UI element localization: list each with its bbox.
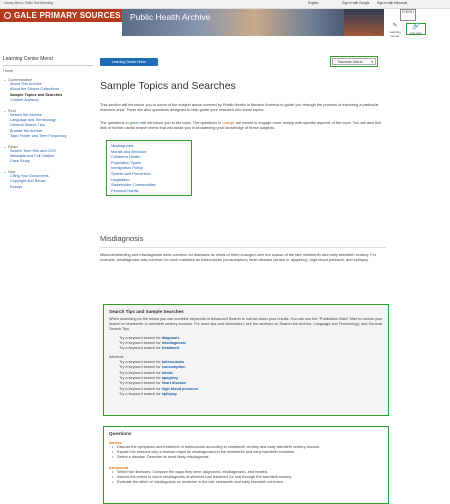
info-icon: ⓘ — [371, 23, 378, 29]
topic-link[interactable]: Population Types — [111, 159, 141, 165]
sidebar-item-content-advisory[interactable]: Content Advisory — [10, 98, 39, 103]
gale-brand-logo[interactable] — [0, 9, 122, 22]
novice-question: • Select a disease. Describe its most likely misdiagnosis. — [117, 455, 383, 460]
keyword-suggestion — [119, 392, 383, 397]
translate-highlight — [330, 56, 378, 67]
translate-label: Translate Article — [337, 60, 363, 64]
questions-heading: Questions — [109, 431, 132, 436]
chevron-down-icon: ⌄ — [3, 143, 7, 149]
section-divider — [100, 247, 386, 248]
novice-question: • Explain the reasons why a disease might be misdiagnosed in the nineteenth and early twentieth centuries. — [117, 450, 383, 455]
intro-paragraph: This section will introduce you to some of the subject areas covered by Public Health in Modern America to guide you through the process of exploring a particular research area. There are also questions designed to help guide your research into these topics. — [100, 102, 379, 113]
sidebar-title: Learning Center Menu — [3, 56, 93, 66]
sidebar-section-label: Use — [8, 168, 16, 174]
link-icon: 🔗 — [412, 24, 420, 30]
keyword-link[interactable]: tuberculosis — [161, 359, 185, 364]
get-link-label: Get Link — [410, 31, 422, 35]
novice-question: • Discuss the symptoms and treatment of tuberculosis according to nineteenth century and early twentieth century doctors. — [117, 445, 383, 450]
about-tool-button[interactable] — [365, 23, 385, 35]
intro-text: will introduce you to the topic. The questions in — [139, 120, 223, 125]
topic-link[interactable]: Misdiagnosis — [111, 143, 134, 148]
topic-link[interactable]: Morals and Behavior — [111, 148, 147, 154]
page-title: Sample Topics and Searches — [100, 80, 236, 92]
keyword-prefix: Try a keyword search for — [119, 365, 162, 370]
keyword-link[interactable]: high blood pressure — [161, 386, 199, 391]
keyword-prefix: Try a keyword search for — [119, 386, 162, 391]
about-label: About — [371, 30, 379, 34]
keyword-prefix: Try a keyword search for — [119, 335, 162, 340]
learning-center-icon: ✎ — [392, 23, 398, 29]
keyword-link[interactable]: consumption — [161, 365, 186, 370]
advanced-question: • Select two illnesses. Compare the ways they were diagnosed, misdiagnosed, and treated. — [117, 470, 383, 475]
omni-logo[interactable]: G M N I — [400, 9, 416, 21]
intro-text: are meant to engage more deeply with specific aspects of the topic. You will also find lists of further useful search terms that will assist you in broadening your knowledge of these subjects. — [100, 120, 382, 131]
misdiagnosis-paragraph: Misunderstanding and misdiagnosis were common for diseases as views of them changed over the course of the late nineteenth and early twentieth century. For example, misdiagnosis was common for such maladies as tuberculosis (consumption) heart disease (stroke or apoplexy), high blood pressure, and epilepsy. — [100, 252, 377, 263]
header-banner — [0, 9, 450, 36]
keyword-prefix: Try a keyword search for — [119, 341, 162, 346]
advanced-label: Advanced — [109, 464, 129, 470]
topic-link[interactable]: Children's Health — [111, 154, 141, 160]
browser-toolbar — [0, 0, 450, 9]
sidebar-section-label: Contextualize — [8, 77, 33, 82]
sidebar-item-topic-finder[interactable]: Topic Finder and Term Frequency — [10, 134, 67, 139]
get-link-tool-button[interactable] — [406, 23, 426, 35]
brand-name: GALE PRIMARY SOURCES — [14, 11, 121, 20]
topic-link[interactable]: Spread and Prevention — [111, 170, 151, 176]
google-sign-in-link[interactable]: Sign in with Google — [342, 1, 370, 5]
topic-link[interactable]: Personal Habits — [111, 187, 139, 193]
sidebar-item-language-terminology[interactable]: Language and Terminology — [10, 118, 56, 123]
keyword-prefix: Try a keyword search for — [119, 381, 162, 386]
gale-logo-icon — [4, 12, 11, 19]
topic-link[interactable]: Legislation — [111, 176, 130, 182]
search-tips-text: When searching on the below you can combine keywords in Advanced Search to narrow down your results. You can use the "Publication Date" filter to narrow your search to nineteenth or twentieth century sources. For more tips and information, see the sections on Search the Archive, Language and Terminology, and General Search Tips. — [109, 317, 383, 332]
keyword-prefix: Try a keyword search for — [119, 346, 162, 351]
learning-center-home-button[interactable]: Learning Center Home — [100, 58, 158, 66]
sidebar-item-general-search-tips[interactable]: General Search Tips — [10, 123, 45, 128]
sidebar-item-citing-documents[interactable]: Citing Your Documents — [10, 173, 49, 178]
green-keyword: green — [129, 120, 140, 125]
chevron-down-icon: ▾ — [371, 60, 373, 64]
intro-text: The questions in — [100, 120, 130, 125]
orange-keyword: orange — [222, 120, 235, 125]
sidebar-item-case-study[interactable]: Case Study — [10, 159, 30, 164]
questions-box — [103, 426, 389, 504]
sidebar-item-search-archive[interactable]: Search the Archive — [10, 112, 42, 117]
keyword-prefix: Try a keyword search for — [119, 359, 162, 364]
keyword-prefix: Try a keyword search for — [119, 392, 162, 397]
advanced-question: • Assess the extent to which misdiagnosis of ailments had lessened (or not) through the twentieth century. — [117, 475, 383, 480]
keyword-prefix: Try a keyword search for — [119, 370, 162, 375]
chevron-down-icon: ⌄ — [3, 168, 7, 174]
sidebar-section-label: Read — [8, 143, 18, 149]
sidebar-item-essays[interactable]: Essays — [10, 184, 23, 189]
sidebar-item-about-collections[interactable]: About the Source Collections — [10, 87, 59, 92]
sidebar-item-browse-archive[interactable]: Browse the Archive — [10, 128, 43, 133]
sidebar-section-label: Find — [8, 107, 16, 113]
keyword-suggestion — [119, 346, 383, 351]
topic-list — [106, 140, 192, 196]
keyword-link[interactable]: heart disease — [161, 381, 186, 386]
learning-center-tool-button[interactable] — [385, 23, 405, 38]
section-heading-misdiagnosis: Misdiagnosis — [100, 234, 144, 243]
language-selector[interactable]: English — [308, 1, 319, 5]
sidebar-item-sample-topics[interactable]: Sample Topics and Searches — [10, 92, 63, 97]
keyword-link[interactable]: apoplexy — [161, 376, 179, 381]
chevron-down-icon: ⌄ — [3, 77, 7, 82]
sidebar-item-copyright-reuse[interactable]: Copyright and Reuse — [10, 179, 46, 184]
chevron-down-icon: ⌄ — [3, 107, 7, 113]
library-breadcrumb[interactable]: Library Menu / Skills Test Branding — [4, 1, 54, 5]
keyword-link[interactable]: epilepsy — [161, 392, 177, 397]
keyword-prefix: Try a keyword search for — [119, 376, 162, 381]
keyword-link[interactable]: stroke — [161, 370, 174, 375]
sidebar-item-about-archive[interactable]: About This Archive — [10, 82, 42, 86]
search-tips-heading: Search Tips and Sample Searches — [109, 309, 184, 314]
topic-link[interactable]: Stakeholder Communities — [111, 182, 156, 188]
sidebar-item-search-term-hits[interactable]: Search Term Hits and OCR — [10, 148, 56, 153]
search-tips-box — [103, 304, 389, 416]
keyword-link[interactable]: treatment — [161, 346, 180, 351]
sidebar-item-home[interactable]: Home — [3, 69, 14, 73]
novice-label: Novice — [109, 440, 123, 445]
translate-article-select[interactable] — [332, 58, 376, 65]
topic-link[interactable]: Immigration Policy — [111, 165, 143, 171]
microsoft-sign-in-link[interactable]: Sign in with Microsoft — [377, 1, 408, 5]
sidebar-item-metadata-citation[interactable]: Metadata and Full Citation — [10, 154, 55, 159]
keyword-link[interactable]: diagnosis — [161, 335, 180, 340]
learning-center-sidebar — [3, 42, 93, 442]
intro-paragraph-colors — [100, 120, 386, 131]
archive-title[interactable]: Public Health Archive — [122, 9, 344, 36]
ailments-label: Ailments — [109, 354, 124, 359]
advanced-question: • Evaluate the effect of misdiagnosis on medicine in the late nineteenth and early twentieth centuries. — [117, 480, 383, 485]
learning-center-label: Learning Center — [389, 30, 401, 38]
keyword-link[interactable]: misdiagnosis — [161, 341, 186, 346]
